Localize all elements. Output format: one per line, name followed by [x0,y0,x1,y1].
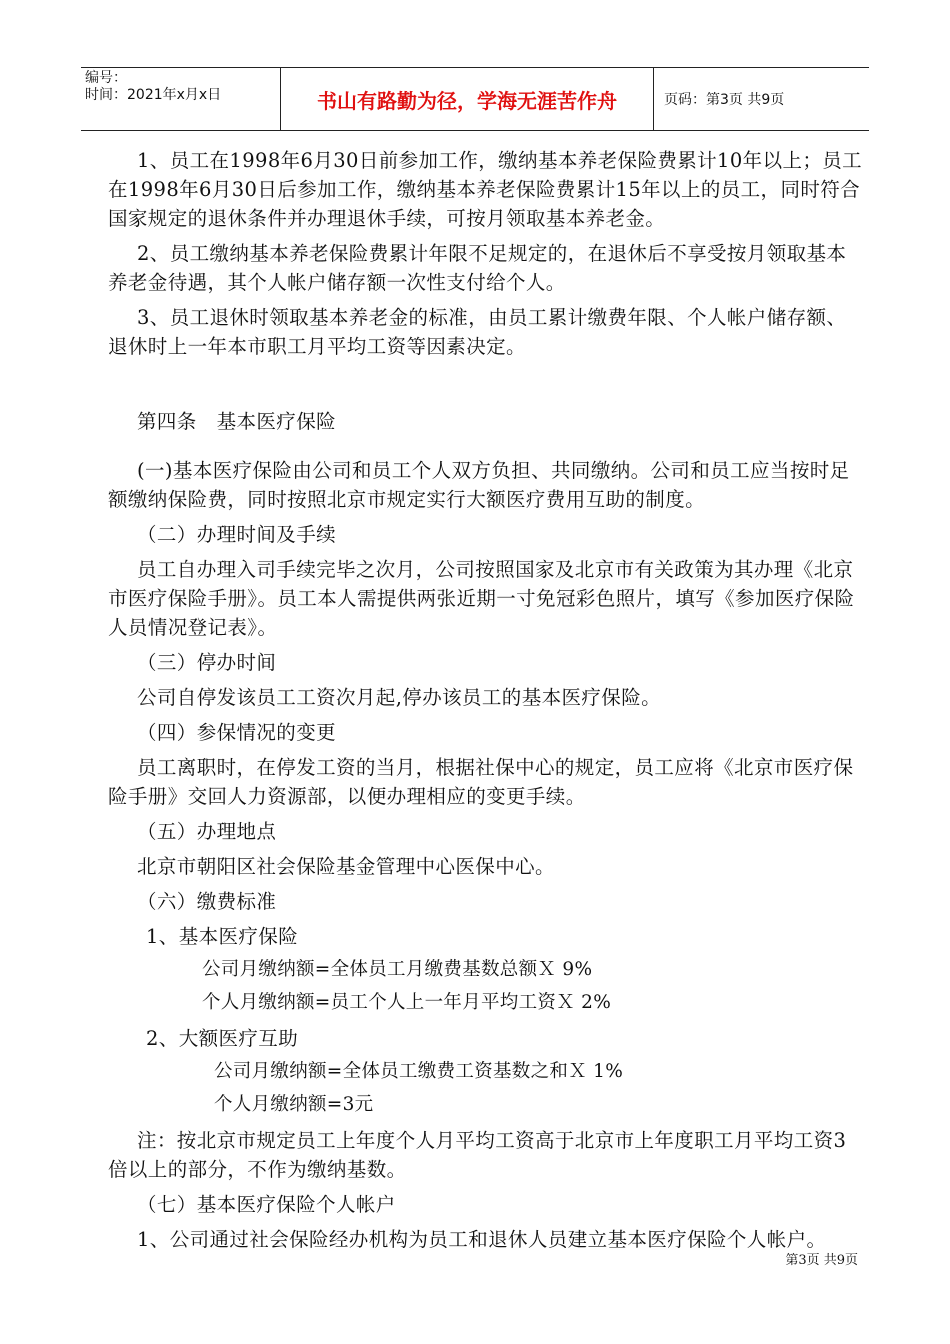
date-label: 时间：2021年x月x日 [85,87,222,103]
note: 注：按北京市规定员工上年度个人月平均工资高于北京市上年度职工月平均工资3倍以上的部分，不作为缴纳基数。 [108,1129,847,1181]
paragraph: 员工自办理入司手续完毕之次月，公司按照国家及北京市有关政策为其办理《北京市医疗保险手册》。员工本人需提供两张近期一寸免冠彩色照片，填写《参加医疗保险人员情况登记表》。 [108,558,855,639]
page-header [81,67,869,131]
subheading: （二）办理时间及手续 [137,523,337,546]
paragraph: 1、公司通过社会保险经办机构为员工和退休人员建立基本医疗保险个人帐户。 [137,1228,827,1251]
formula: 个人月缴纳额=员工个人上一年月平均工资Ｘ 2% [202,992,612,1013]
document-body [108,146,866,1254]
subheading: （四）参保情况的变更 [137,721,337,744]
subheading: （三）停办时间 [137,651,277,674]
header-page-label: 页码：第3页 共9页 [664,92,785,108]
subheading: （六）缴费标准 [137,890,277,913]
code-label: 编号： [85,70,127,86]
list-item: 1、基本医疗保险 [146,925,299,948]
formula: 公司月缴纳额=全体员工缴费工资基数之和Ｘ 1% [214,1061,624,1082]
formula: 公司月缴纳额=全体员工月缴费基数总额Ｘ 9% [202,959,593,980]
list-item: 2、大额医疗互助 [146,1027,299,1050]
formula: 个人月缴纳额=3元 [214,1094,374,1115]
page-number: 第3页 共9页 [785,1253,858,1268]
motto: 书山有路勤为径，学海无涯苦作舟 [281,68,654,130]
subheading: （五）办理地点 [137,820,277,843]
subheading: （七）基本医疗保险个人帐户 [137,1193,396,1216]
paragraph: 员工离职时，在停发工资的当月，根据社保中心的规定，员工应将《北京市医疗保险手册》交回人力资源部，以便办理相应的变更手续。 [108,756,854,808]
paragraph: 1、员工在1998年6月30日前参加工作，缴纳基本养老保险费累计10年以上；员工在1998年6月30日后参加工作，缴纳基本养老保险费累计15年以上的员工，同时符合国家规定的退休条件并办理退休手续，可按月领取基本养老金。 [108,149,863,230]
paragraph: 北京市朝阳区社会保险基金管理中心医保中心。 [137,855,555,878]
section-heading: 第四条 基本医疗保险 [137,410,337,433]
paragraph: 2、员工缴纳基本养老保险费累计年限不足规定的，在退休后不享受按月领取基本养老金待遇，其个人帐户储存额一次性支付给个人。 [108,242,847,294]
paragraph: (一)基本医疗保险由公司和员工个人双方负担、共同缴纳。公司和员工应当按时足额缴纳保险费，同时按照北京市规定实行大额医疗费用互助的制度。 [108,459,850,511]
paragraph: 3、员工退休时领取基本养老金的标准，由员工累计缴费年限、个人帐户储存额、退休时上一年本市职工月平均工资等因素决定。 [108,306,847,358]
header-meta [81,68,281,130]
paragraph: 公司自停发该员工工资次月起,停办该员工的基本医疗保险。 [137,686,661,709]
